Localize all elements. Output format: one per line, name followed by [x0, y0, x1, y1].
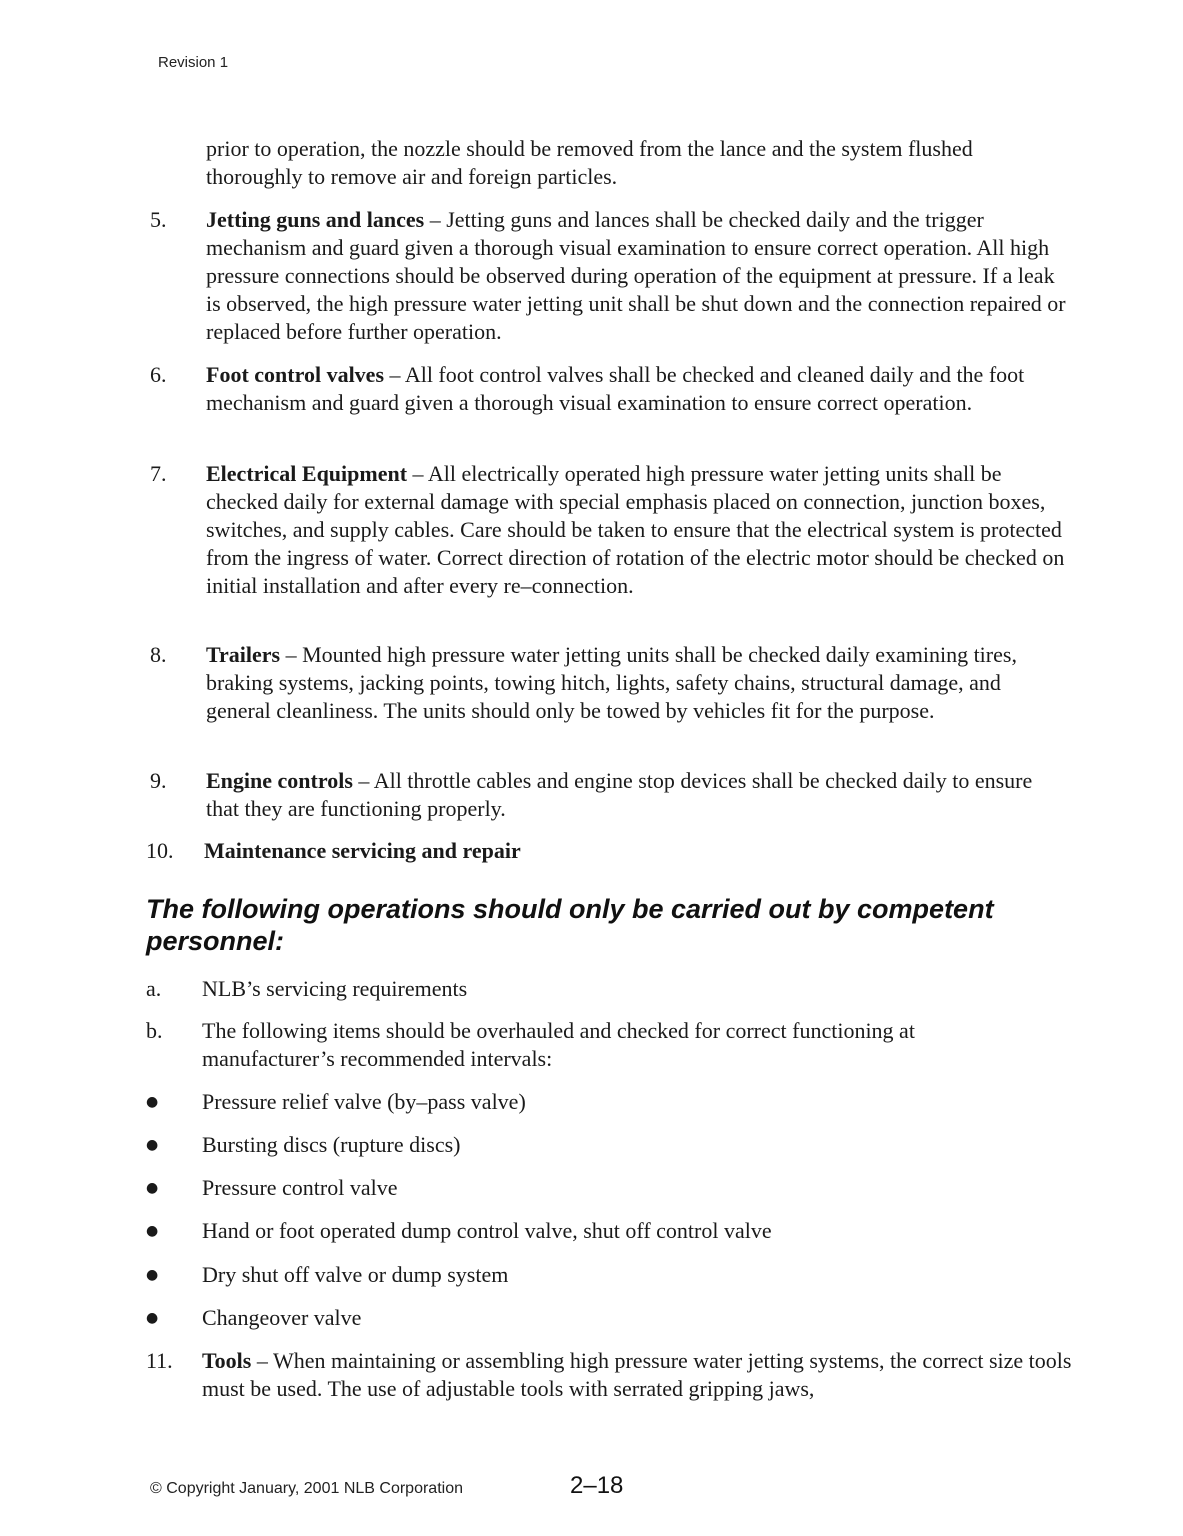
item-separator: –	[352, 768, 374, 793]
intro-paragraph: prior to operation, the nozzle should be removed from the lance and the system flushed thoroughly to remove air and foreign particles.	[206, 136, 973, 189]
item-title: Tools	[202, 1348, 252, 1373]
item-paragraph	[206, 641, 1066, 725]
item-number: 10.	[146, 838, 174, 863]
revision-label: Revision 1	[158, 54, 229, 71]
bullet-item-text: Pressure control valve	[202, 1175, 398, 1200]
bullet-item-text: Pressure relief valve (by–pass valve)	[202, 1089, 526, 1114]
item-text: All foot control valves shall be checked and cleaned daily and the foot mechanism and guard given a thorough visual examination to ensure correct operation.	[206, 362, 1025, 415]
item-title: Trailers	[206, 642, 281, 667]
section-heading: The following operations should only be carried out by competent personnel:	[146, 894, 994, 956]
item-separator: –	[384, 362, 405, 387]
item-number: 11.	[146, 1348, 173, 1373]
item-paragraph	[206, 206, 1066, 346]
item-number: 9.	[150, 768, 167, 793]
item-number: 7.	[150, 461, 167, 486]
bullet-icon: ●	[146, 1094, 159, 1110]
lettered-item-text: NLB’s servicing requirements	[202, 976, 468, 1001]
item-separator: –	[407, 461, 428, 486]
letter-label: b.	[146, 1018, 163, 1043]
item-title: Maintenance servicing and repair	[204, 838, 521, 863]
item-title: Electrical Equipment	[206, 461, 408, 486]
bullet-item-text: Hand or foot operated dump control valve, shut off control valve	[202, 1218, 772, 1243]
page-number: 2–18	[570, 1472, 624, 1499]
item-paragraph	[206, 361, 1066, 417]
item-text: Jetting guns and lances shall be checked daily and the trigger mechanism and guard given a thorough visual examination to ensure correct operation. All high pressure connections should be observed during operation of the equipment at pressure. If a leak is observed, the high pressure water jetting unit shall be shut down and the connection repaired or replaced before further operation.	[206, 207, 1066, 344]
bullet-icon: ●	[146, 1137, 159, 1153]
item-text: All electrically operated high pressure water jetting units shall be checked daily for external damage with special emphasis placed on connection, junction boxes, switches, and supply cables. Care should be taken to ensure that the electrical system is protected from the ingress of water. Correct direction of rotation of the electric motor should be checked on initial installation and after every re–connection.	[206, 461, 1065, 598]
item-title: Engine controls	[206, 768, 353, 793]
item-text: All throttle cables and engine stop devices shall be checked daily to ensure that they are functioning properly.	[206, 768, 1033, 821]
copyright-footer: © Copyright January, 2001 NLB Corporation	[150, 1480, 463, 1497]
letter-label: a.	[146, 976, 162, 1001]
bullet-item-text: Bursting discs (rupture discs)	[202, 1132, 461, 1157]
bullet-icon: ●	[146, 1223, 159, 1239]
item-separator: –	[424, 207, 447, 232]
item-paragraph	[202, 1347, 1072, 1403]
item-number: 8.	[150, 642, 167, 667]
item-text: When maintaining or assembling high pressure water jetting systems, the correct size tools must be used. The use of adjustable tools with serrated gripping jaws,	[202, 1348, 1072, 1401]
item-number: 5.	[150, 207, 167, 232]
bullet-item-text: Dry shut off valve or dump system	[202, 1262, 509, 1287]
lettered-item-text: The following items should be overhauled and checked for correct functioning at manufacturer’s recommended intervals:	[202, 1018, 915, 1071]
bullet-icon: ●	[146, 1310, 159, 1326]
item-paragraph	[204, 837, 1064, 865]
item-paragraph	[206, 460, 1066, 600]
item-title: Foot control valves	[206, 362, 385, 387]
item-number: 6.	[150, 362, 167, 387]
bullet-item-text: Changeover valve	[202, 1305, 362, 1330]
item-paragraph	[206, 767, 1066, 823]
bullet-icon: ●	[146, 1180, 159, 1196]
item-separator: –	[251, 1348, 273, 1373]
item-title: Jetting guns and lances	[206, 207, 425, 232]
item-text: Mounted high pressure water jetting units shall be checked daily examining tires, braking systems, jacking points, towing hitch, lights, safety chains, structural damage, and general cleanliness. The units should only be towed by vehicles fit for the purpose.	[206, 642, 1017, 723]
bullet-icon: ●	[146, 1267, 159, 1283]
item-separator: –	[280, 642, 303, 667]
